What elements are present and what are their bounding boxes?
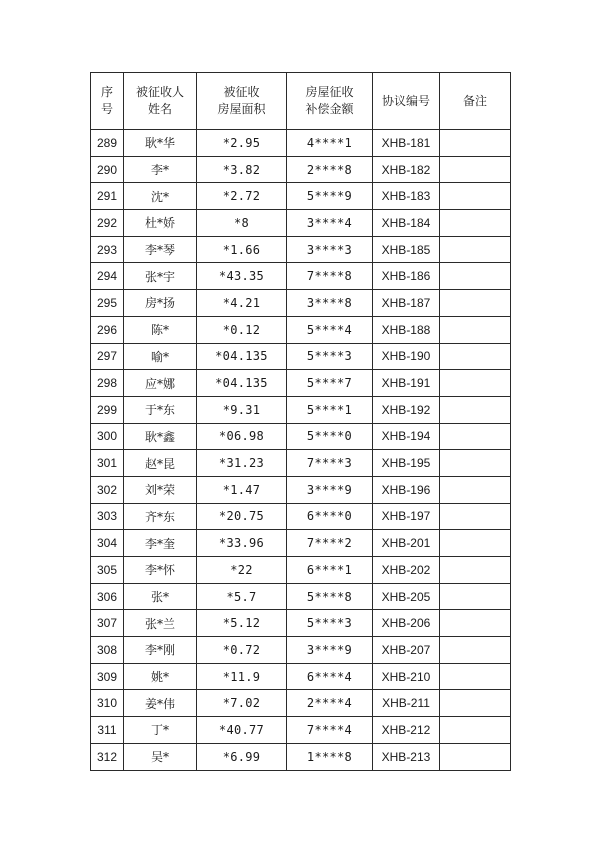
table-row: [91, 316, 511, 343]
cell-seq: 291: [91, 183, 124, 210]
cell-code: XHB-202: [373, 557, 440, 584]
header-name-line-1: 被征收人: [135, 85, 184, 99]
cell-amount: 5****4: [287, 316, 373, 343]
cell-code: XHB-195: [373, 450, 440, 477]
header-row: [91, 73, 511, 130]
cell-area: *31.23: [197, 450, 287, 477]
cell-area: *0.72: [197, 637, 287, 664]
cell-name: 张*宇: [124, 263, 197, 290]
cell-amount: 3****4: [287, 210, 373, 237]
cell-name: 陈*: [124, 316, 197, 343]
cell-code: XHB-190: [373, 343, 440, 370]
cell-remark: [440, 263, 511, 290]
cell-area: *43.35: [197, 263, 287, 290]
cell-remark: [440, 690, 511, 717]
header-seq-line-1: 序: [100, 85, 113, 99]
cell-amount: 2****4: [287, 690, 373, 717]
cell-amount: 7****2: [287, 530, 373, 557]
cell-area: *5.7: [197, 583, 287, 610]
cell-remark: [440, 557, 511, 584]
cell-seq: 299: [91, 396, 124, 423]
cell-remark: [440, 210, 511, 237]
cell-amount: 3****8: [287, 290, 373, 317]
cell-code: XHB-206: [373, 610, 440, 637]
cell-code: XHB-197: [373, 503, 440, 530]
cell-code: XHB-191: [373, 370, 440, 397]
header-remark-line-1: 备注: [462, 93, 487, 108]
cell-amount: 6****4: [287, 663, 373, 690]
compensation-table: [90, 72, 511, 771]
cell-amount: 2****8: [287, 156, 373, 183]
cell-code: XHB-211: [373, 690, 440, 717]
cell-code: XHB-186: [373, 263, 440, 290]
cell-seq: 295: [91, 290, 124, 317]
cell-amount: 7****8: [287, 263, 373, 290]
cell-seq: 294: [91, 263, 124, 290]
header-name-line-2: 姓名: [147, 102, 172, 116]
table-row: [91, 637, 511, 664]
cell-name: 姜*伟: [124, 690, 197, 717]
cell-remark: [440, 450, 511, 477]
cell-area: *06.98: [197, 423, 287, 450]
table-row: [91, 663, 511, 690]
cell-area: *3.82: [197, 156, 287, 183]
cell-area: *22: [197, 557, 287, 584]
cell-name: 丁*: [124, 717, 197, 744]
cell-amount: 6****0: [287, 503, 373, 530]
header-area: [197, 73, 287, 130]
cell-amount: 1****8: [287, 743, 373, 770]
cell-name: 姚*: [124, 663, 197, 690]
cell-name: 杜*娇: [124, 210, 197, 237]
cell-seq: 301: [91, 450, 124, 477]
cell-name: 李*奎: [124, 530, 197, 557]
header-name: [124, 73, 197, 130]
cell-name: 耿*鑫: [124, 423, 197, 450]
cell-seq: 304: [91, 530, 124, 557]
cell-seq: 296: [91, 316, 124, 343]
table-row: [91, 370, 511, 397]
cell-remark: [440, 396, 511, 423]
cell-code: XHB-188: [373, 316, 440, 343]
header-seq: [91, 73, 124, 130]
table-row: [91, 503, 511, 530]
cell-remark: [440, 717, 511, 744]
cell-amount: 6****1: [287, 557, 373, 584]
cell-seq: 302: [91, 476, 124, 503]
cell-name: 齐*东: [124, 503, 197, 530]
cell-remark: [440, 156, 511, 183]
cell-code: XHB-183: [373, 183, 440, 210]
table-row: [91, 690, 511, 717]
cell-remark: [440, 743, 511, 770]
cell-name: 于*东: [124, 396, 197, 423]
cell-remark: [440, 610, 511, 637]
cell-name: 李*怀: [124, 557, 197, 584]
table-row: [91, 557, 511, 584]
cell-remark: [440, 236, 511, 263]
cell-code: XHB-182: [373, 156, 440, 183]
table-row: [91, 263, 511, 290]
cell-code: XHB-196: [373, 476, 440, 503]
table-row: [91, 583, 511, 610]
cell-area: *33.96: [197, 530, 287, 557]
cell-remark: [440, 343, 511, 370]
cell-amount: 5****7: [287, 370, 373, 397]
cell-remark: [440, 423, 511, 450]
cell-seq: 300: [91, 423, 124, 450]
cell-name: 李*: [124, 156, 197, 183]
cell-area: *8: [197, 210, 287, 237]
table-row: [91, 210, 511, 237]
table-row: [91, 236, 511, 263]
cell-remark: [440, 503, 511, 530]
cell-area: *04.135: [197, 343, 287, 370]
cell-area: *40.77: [197, 717, 287, 744]
cell-area: *1.66: [197, 236, 287, 263]
cell-remark: [440, 316, 511, 343]
table-row: [91, 156, 511, 183]
table-row: [91, 450, 511, 477]
cell-seq: 309: [91, 663, 124, 690]
cell-seq: 308: [91, 637, 124, 664]
cell-seq: 307: [91, 610, 124, 637]
cell-area: *7.02: [197, 690, 287, 717]
cell-remark: [440, 130, 511, 157]
cell-name: 刘*荣: [124, 476, 197, 503]
header-code: [373, 73, 440, 130]
cell-remark: [440, 370, 511, 397]
cell-amount: 5****9: [287, 183, 373, 210]
cell-name: 赵*昆: [124, 450, 197, 477]
cell-name: 耿*华: [124, 130, 197, 157]
cell-area: *2.95: [197, 130, 287, 157]
header-code-line-1: 协议编号: [381, 93, 430, 108]
cell-amount: 4****1: [287, 130, 373, 157]
cell-name: 喻*: [124, 343, 197, 370]
cell-name: 沈*: [124, 183, 197, 210]
cell-name: 张*: [124, 583, 197, 610]
table-row: [91, 183, 511, 210]
table-row: [91, 423, 511, 450]
cell-amount: 5****0: [287, 423, 373, 450]
cell-remark: [440, 637, 511, 664]
cell-remark: [440, 530, 511, 557]
cell-code: XHB-194: [373, 423, 440, 450]
cell-remark: [440, 183, 511, 210]
cell-code: XHB-207: [373, 637, 440, 664]
cell-seq: 289: [91, 130, 124, 157]
table-row: [91, 290, 511, 317]
cell-name: 吴*: [124, 743, 197, 770]
table-row: [91, 130, 511, 157]
cell-code: XHB-184: [373, 210, 440, 237]
cell-code: XHB-201: [373, 530, 440, 557]
cell-remark: [440, 290, 511, 317]
cell-area: *0.12: [197, 316, 287, 343]
cell-seq: 312: [91, 743, 124, 770]
table-row: [91, 476, 511, 503]
cell-amount: 3****9: [287, 637, 373, 664]
cell-area: *5.12: [197, 610, 287, 637]
cell-code: XHB-205: [373, 583, 440, 610]
table-row: [91, 530, 511, 557]
cell-code: XHB-210: [373, 663, 440, 690]
header-remark: [440, 73, 511, 130]
cell-seq: 297: [91, 343, 124, 370]
cell-code: XHB-187: [373, 290, 440, 317]
header-amount-line-2: 补偿金额: [305, 102, 354, 116]
cell-seq: 311: [91, 717, 124, 744]
cell-name: 李*刚: [124, 637, 197, 664]
cell-area: *04.135: [197, 370, 287, 397]
cell-amount: 5****1: [287, 396, 373, 423]
cell-seq: 306: [91, 583, 124, 610]
cell-amount: 5****8: [287, 583, 373, 610]
cell-code: XHB-192: [373, 396, 440, 423]
cell-amount: 3****9: [287, 476, 373, 503]
cell-name: 张*兰: [124, 610, 197, 637]
header-seq-line-2: 号: [100, 102, 113, 116]
cell-seq: 303: [91, 503, 124, 530]
cell-name: 李*琴: [124, 236, 197, 263]
cell-code: XHB-181: [373, 130, 440, 157]
cell-amount: 7****3: [287, 450, 373, 477]
cell-amount: 7****4: [287, 717, 373, 744]
cell-area: *2.72: [197, 183, 287, 210]
cell-remark: [440, 583, 511, 610]
table-row: [91, 717, 511, 744]
cell-name: 应*娜: [124, 370, 197, 397]
cell-code: XHB-185: [373, 236, 440, 263]
header-amount-line-1: 房屋征收: [305, 85, 354, 99]
table-row: [91, 610, 511, 637]
cell-seq: 290: [91, 156, 124, 183]
cell-area: *11.9: [197, 663, 287, 690]
table-body: [91, 130, 511, 771]
cell-amount: 3****3: [287, 236, 373, 263]
table-row: [91, 743, 511, 770]
header-area-line-2: 房屋面积: [217, 102, 266, 116]
cell-area: *4.21: [197, 290, 287, 317]
cell-amount: 5****3: [287, 343, 373, 370]
cell-seq: 305: [91, 557, 124, 584]
cell-seq: 298: [91, 370, 124, 397]
cell-remark: [440, 663, 511, 690]
cell-name: 房*扬: [124, 290, 197, 317]
cell-code: XHB-212: [373, 717, 440, 744]
cell-amount: 5****3: [287, 610, 373, 637]
cell-seq: 292: [91, 210, 124, 237]
header-amount: [287, 73, 373, 130]
cell-area: *1.47: [197, 476, 287, 503]
cell-code: XHB-213: [373, 743, 440, 770]
cell-area: *6.99: [197, 743, 287, 770]
cell-remark: [440, 476, 511, 503]
table-row: [91, 343, 511, 370]
header-area-line-1: 被征收: [223, 85, 260, 99]
cell-seq: 310: [91, 690, 124, 717]
cell-seq: 293: [91, 236, 124, 263]
cell-area: *20.75: [197, 503, 287, 530]
cell-area: *9.31: [197, 396, 287, 423]
table-row: [91, 396, 511, 423]
